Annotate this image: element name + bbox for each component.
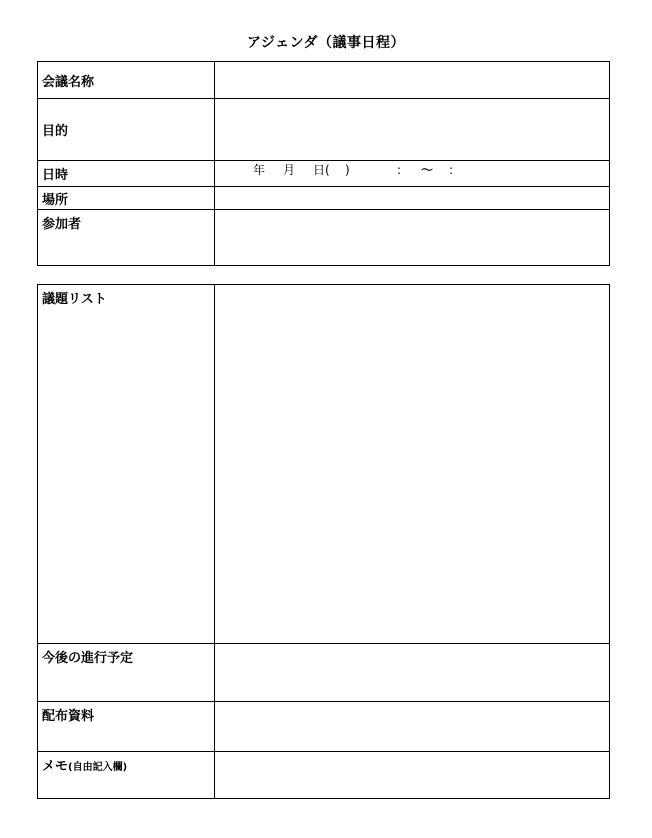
- day-unit: 日(: [313, 163, 330, 177]
- datetime-field[interactable]: [215, 161, 610, 187]
- row-participants: [38, 210, 610, 266]
- memo-label-cell: [38, 752, 215, 799]
- weekday-close-paren: ): [345, 162, 350, 177]
- row-materials: [38, 702, 610, 752]
- participants-field[interactable]: [215, 210, 610, 266]
- next-steps-field[interactable]: [215, 644, 610, 702]
- memo-sub-label: (自由記入欄): [68, 762, 128, 773]
- datetime-template: [215, 161, 609, 178]
- row-datetime: [38, 161, 610, 187]
- agenda-items-field[interactable]: [215, 285, 610, 644]
- materials-label: 配布資料: [38, 702, 215, 752]
- purpose-field[interactable]: [215, 99, 610, 161]
- memo-label: メモ: [42, 759, 69, 774]
- year-unit: 年: [253, 163, 266, 177]
- meeting-info-table: [37, 61, 610, 266]
- agenda-items-label: 議題リスト: [38, 285, 215, 644]
- start-time-colon: :: [397, 162, 402, 177]
- next-steps-label: 今後の進行予定: [38, 644, 215, 702]
- meeting-name-label: 会議名称: [38, 62, 215, 99]
- meeting-name-field[interactable]: [215, 62, 610, 99]
- row-purpose: [38, 99, 610, 161]
- page-title: アジェンダ（議事日程）: [246, 35, 406, 51]
- row-agenda-items: [38, 285, 610, 644]
- datetime-label: 日時: [38, 161, 215, 187]
- memo-field[interactable]: [215, 752, 610, 799]
- row-location: [38, 187, 610, 210]
- participants-label: 参加者: [38, 210, 215, 266]
- location-label: 場所: [38, 187, 215, 210]
- month-unit: 月: [283, 163, 296, 177]
- materials-field[interactable]: [215, 702, 610, 752]
- row-meeting-name: [38, 62, 610, 99]
- purpose-label: 目的: [38, 99, 215, 161]
- end-time-colon: :: [449, 162, 454, 177]
- time-range-tilde: ～: [421, 163, 434, 177]
- location-field[interactable]: [215, 187, 610, 210]
- row-memo: [38, 752, 610, 799]
- agenda-table: [37, 284, 610, 799]
- row-next-steps: [38, 644, 610, 702]
